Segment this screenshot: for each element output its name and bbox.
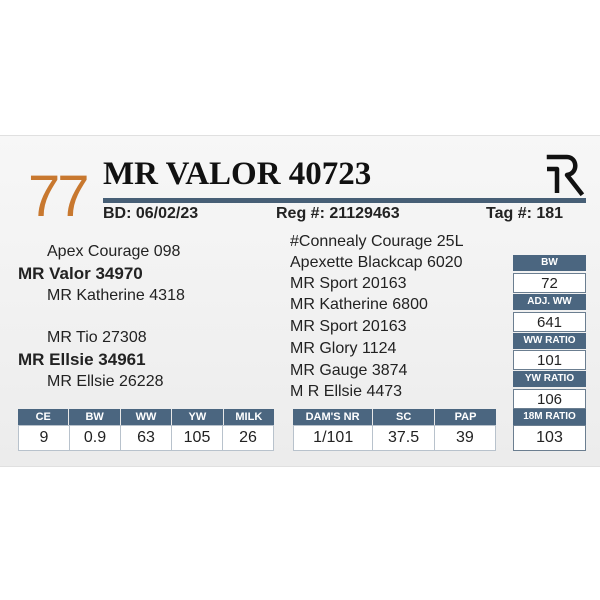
dam-nr-header: DAM'S NR bbox=[293, 409, 373, 425]
pedigree-extended-7: MR Gauge 3874 bbox=[290, 362, 408, 379]
dam-nr-value: 1/101 bbox=[294, 426, 373, 450]
pap-value: 39 bbox=[455, 429, 474, 446]
epd-value-milk: 26 bbox=[239, 429, 257, 446]
lot-number: 77 bbox=[28, 164, 87, 229]
epd-value-ce: 9 bbox=[19, 426, 70, 450]
tag-number: Tag #: 181 bbox=[486, 205, 564, 222]
pedigree-dam-dam: MR Ellsie 26228 bbox=[47, 373, 164, 390]
dam-stats-value-row bbox=[293, 425, 496, 451]
bw-value: 72 bbox=[513, 273, 586, 293]
pedigree-sire: MR Valor 34970 bbox=[18, 264, 143, 283]
epd-value-yw: 105 bbox=[172, 426, 223, 450]
yw-ratio-label: YW RATIO bbox=[513, 371, 586, 387]
yw-ratio-value: 106 bbox=[513, 389, 586, 409]
adj-ww-value: 641 bbox=[513, 312, 586, 332]
pedigree-extended-5: MR Sport 20163 bbox=[290, 318, 407, 335]
registration-number: Reg #: 21129463 bbox=[276, 205, 400, 222]
pedigree-dam: MR Ellsie 34961 bbox=[18, 350, 146, 369]
birth-date: BD: 06/02/23 bbox=[103, 205, 199, 222]
epd-header-bw: BW bbox=[69, 409, 120, 425]
epd-value-ww: 63 bbox=[121, 426, 172, 450]
epd-header-ce: CE bbox=[18, 409, 69, 425]
pedigree-extended-3: MR Sport 20163 bbox=[290, 275, 407, 292]
adj-ww-label: ADJ. WW bbox=[513, 294, 586, 310]
epd-value-row bbox=[18, 425, 274, 451]
dam-stats-header-row bbox=[293, 409, 496, 425]
ww-ratio-label: WW RATIO bbox=[513, 333, 586, 349]
animal-name: MR VALOR 40723 bbox=[103, 156, 372, 192]
ww-ratio-value: 101 bbox=[513, 350, 586, 370]
pedigree-dam-sire: MR Tio 27308 bbox=[47, 329, 147, 346]
epd-header-row bbox=[18, 409, 274, 425]
pedigree-extended-4: MR Katherine 6800 bbox=[290, 296, 428, 313]
epd-header-milk: MILK bbox=[235, 411, 263, 423]
pedigree-extended-2: Apexette Blackcap 6020 bbox=[290, 254, 463, 271]
title-rule bbox=[103, 198, 586, 203]
pedigree-extended-6: MR Glory 1124 bbox=[290, 340, 397, 357]
epd-header-ww: WW bbox=[121, 409, 172, 425]
pedigree-extended-8: M R Ellsie 4473 bbox=[290, 383, 403, 400]
18m-ratio-value: 103 bbox=[513, 425, 586, 451]
epd-value-bw: 0.9 bbox=[70, 426, 121, 450]
bw-label: BW bbox=[513, 255, 586, 271]
epd-header-yw: YW bbox=[172, 409, 223, 425]
pedigree-sire-dam: MR Katherine 4318 bbox=[47, 287, 185, 304]
pedigree-extended-1: #Connealy Courage 25L bbox=[290, 233, 464, 250]
pap-header: PAP bbox=[454, 411, 477, 423]
pedigree-sire-sire: Apex Courage 098 bbox=[47, 243, 181, 260]
sc-value: 37.5 bbox=[373, 426, 434, 450]
18m-ratio-label: 18M RATIO bbox=[513, 409, 586, 425]
r-brand-logo-icon bbox=[543, 153, 587, 197]
sc-header: SC bbox=[373, 409, 435, 425]
